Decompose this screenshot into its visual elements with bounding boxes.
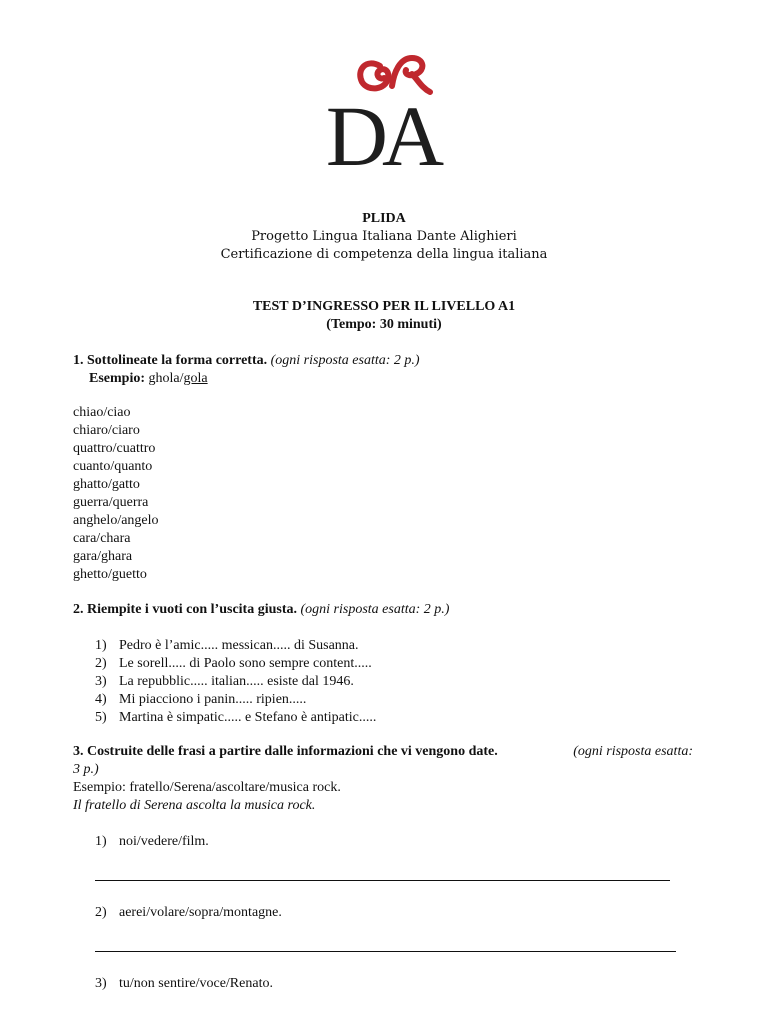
section-3-item-1 — [95, 833, 209, 851]
item-text: Martina è simpatic..... e Stefano è antipatic..... — [119, 710, 377, 725]
list-item: ghatto/gatto — [73, 477, 140, 492]
item-number: 2) — [95, 656, 107, 671]
section-3-item-3 — [95, 975, 273, 993]
section-2-heading — [73, 601, 693, 619]
item-number: 3) — [95, 976, 107, 991]
test-time: (Tempo: 30 minuti) — [326, 317, 442, 332]
item-text: Mi piacciono i panin..... ripien..... — [119, 692, 307, 707]
document-header — [0, 210, 768, 264]
section-1-heading — [73, 352, 693, 388]
example-label: Esempio: — [89, 371, 145, 386]
logo-letters: DA — [325, 88, 439, 184]
section-3-title: 3. Costruite delle frasi a partire dalle informazioni che vi vengono date. — [73, 744, 498, 759]
item-text: La repubblic..... italian..... esiste dal 1946. — [119, 674, 354, 689]
item-number: 4) — [95, 692, 107, 707]
list-item: ghetto/guetto — [73, 567, 147, 582]
section-1-note: (ogni risposta esatta: 2 p.) — [270, 353, 420, 368]
list-item — [95, 673, 376, 691]
item-text: tu/non sentire/voce/Renato. — [119, 976, 273, 991]
list-item — [95, 637, 376, 655]
list-item: anghelo/angelo — [73, 513, 159, 528]
item-text: noi/vedere/film. — [119, 834, 209, 849]
list-item: gara/ghara — [73, 549, 133, 564]
section-2-title: 2. Riempite i vuoti con l’uscita giusta. — [73, 602, 297, 617]
list-item: guerra/querra — [73, 495, 149, 510]
header-progetto: Progetto Lingua Italiana Dante Alighieri — [251, 229, 517, 244]
test-title-line: TEST D’INGRESSO PER IL LIVELLO A1 — [252, 299, 516, 314]
list-item — [95, 691, 376, 709]
section-3-heading — [73, 743, 693, 815]
section-3-example: Esempio: fratello/Serena/ascoltare/musica rock. — [73, 780, 341, 795]
list-item — [95, 709, 376, 727]
list-item: chiaro/ciaro — [73, 423, 140, 438]
section-3-note: (ogni risposta esatta: — [573, 744, 693, 759]
item-number: 1) — [95, 638, 107, 653]
item-number: 2) — [95, 905, 107, 920]
list-item: cuanto/quanto — [73, 459, 153, 474]
section-3-note-cont: 3 p.) — [73, 762, 99, 777]
list-item: chiao/ciao — [73, 405, 131, 420]
test-title — [0, 298, 768, 334]
item-number: 5) — [95, 710, 107, 725]
example-wrong: ghola/ — [148, 371, 184, 386]
list-item — [95, 655, 376, 673]
section-2-list — [95, 637, 376, 727]
item-text: Le sorell..... di Paolo sono sempre content..... — [119, 656, 372, 671]
example-right: gola — [183, 371, 208, 386]
section-2-note: (ogni risposta esatta: 2 p.) — [300, 602, 450, 617]
header-plida: PLIDA — [362, 211, 406, 226]
answer-line[interactable] — [95, 951, 676, 952]
item-number: 1) — [95, 834, 107, 849]
answer-line[interactable] — [95, 880, 670, 881]
list-item: cara/chara — [73, 531, 131, 546]
item-number: 3) — [95, 674, 107, 689]
header-certificazione: Certificazione di competenza della lingua italiana — [220, 247, 548, 262]
section-3-item-2 — [95, 904, 282, 922]
list-item: quattro/cuattro — [73, 441, 156, 456]
section-1-word-list — [73, 404, 159, 584]
section-1-title: 1. Sottolineate la forma corretta. — [73, 353, 268, 368]
section-1-example — [73, 370, 693, 388]
item-text: Pedro è l’amic..... messican..... di Susanna. — [119, 638, 359, 653]
item-text: aerei/volare/sopra/montagne. — [119, 905, 282, 920]
section-3-example-answer: Il fratello di Serena ascolta la musica rock. — [73, 798, 316, 813]
dante-alighieri-logo — [318, 52, 446, 184]
